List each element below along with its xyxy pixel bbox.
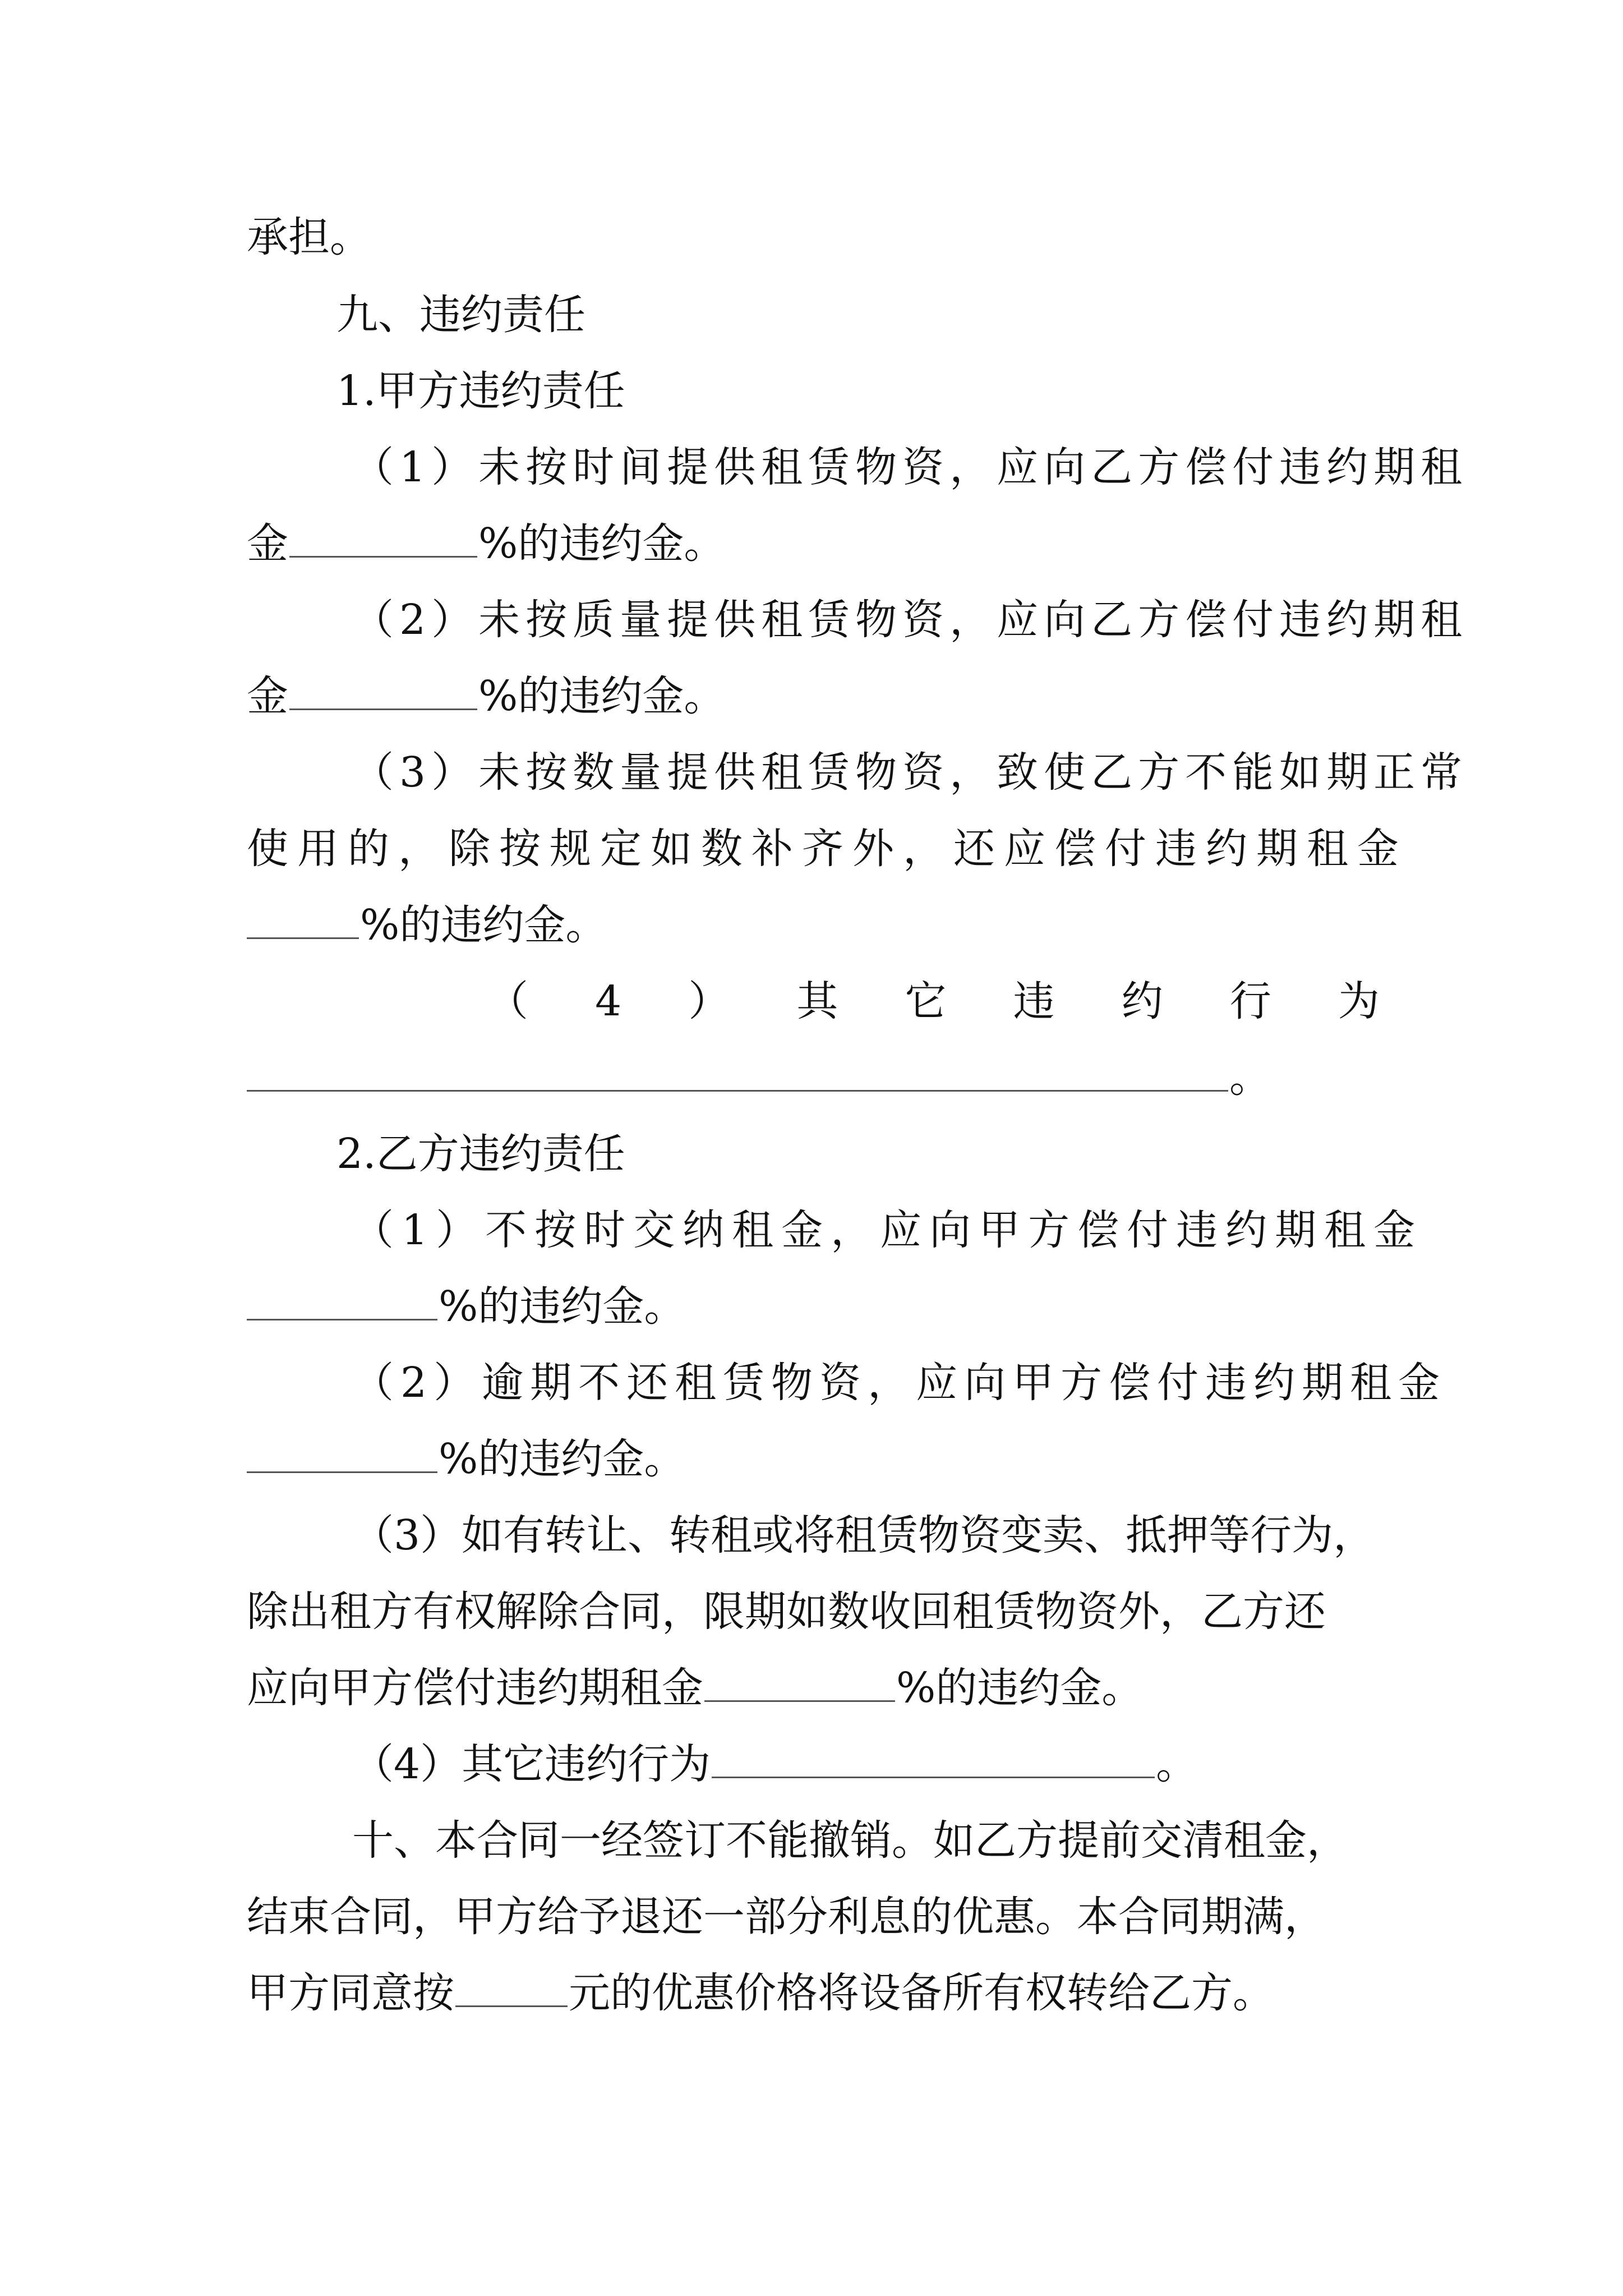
clause-b3-line2 bbox=[247, 1581, 1380, 1642]
char: 其 bbox=[796, 977, 838, 1025]
char: 行 bbox=[1229, 977, 1271, 1025]
text: 除出租方有权解除合同，限期如数收回租赁物资外，乙方还 bbox=[247, 1588, 1326, 1636]
section-heading-breach-liability bbox=[336, 284, 1380, 346]
fill-in-blank[interactable] bbox=[712, 1737, 1155, 1778]
section-ten-line1 bbox=[352, 1810, 1380, 1871]
text: %的违约金。 bbox=[439, 1435, 686, 1483]
clause-b2-line1 bbox=[352, 1352, 1447, 1414]
text: （2）逾期不还租赁物资，应向甲方偿付违约期租金 bbox=[352, 1359, 1447, 1407]
text-line-continuation bbox=[247, 206, 1380, 268]
fill-in-blank[interactable] bbox=[455, 1966, 568, 2007]
text: 使用的，除按规定如数补齐外，还应偿付违约期租金 bbox=[247, 825, 1408, 873]
fill-in-blank[interactable] bbox=[704, 1661, 895, 1702]
clause-b3-line3 bbox=[247, 1657, 1380, 1719]
char: ） bbox=[688, 977, 730, 1025]
spaced-text bbox=[487, 970, 1380, 1032]
text: （1）未按时间提供租赁物资，应向乙方偿付违约期租 bbox=[352, 443, 1468, 491]
subheading-text: 1.甲方违约责任 bbox=[336, 367, 625, 415]
clause-b3-line1 bbox=[352, 1504, 1380, 1566]
char: （ bbox=[487, 977, 528, 1025]
clause-a3-line3 bbox=[247, 894, 1380, 956]
fill-in-blank[interactable] bbox=[247, 1051, 1228, 1092]
subheading-party-a-liability bbox=[336, 360, 1380, 422]
clause-a3-line2 bbox=[247, 818, 1408, 880]
fill-in-blank[interactable] bbox=[289, 669, 477, 710]
text: %的违约金。 bbox=[896, 1664, 1144, 1712]
fill-in-blank[interactable] bbox=[289, 517, 477, 558]
clause-b4-line1 bbox=[352, 1733, 1380, 1795]
text: 承担。 bbox=[247, 213, 371, 261]
clause-b2-line2 bbox=[247, 1428, 1380, 1490]
clause-a3-line1 bbox=[352, 742, 1468, 803]
clause-a4-line1 bbox=[487, 970, 1380, 1032]
fill-in-blank[interactable] bbox=[247, 1432, 437, 1473]
text: 甲方同意按 bbox=[247, 1969, 454, 2017]
text: %的违约金。 bbox=[439, 1282, 686, 1331]
heading-text: 九、违约责任 bbox=[336, 291, 585, 339]
char: 4 bbox=[595, 977, 622, 1025]
text: 十、本合同一经签订不能撤销。如乙方提前交清租金， bbox=[352, 1816, 1348, 1865]
text: （4）其它违约行为 bbox=[352, 1740, 711, 1788]
clause-a4-line2 bbox=[247, 1047, 1380, 1108]
char: 约 bbox=[1121, 977, 1163, 1025]
char: 为 bbox=[1338, 977, 1380, 1025]
text: %的违约金。 bbox=[478, 519, 726, 568]
fill-in-blank[interactable] bbox=[247, 1280, 437, 1320]
text: 。 bbox=[1156, 1740, 1198, 1788]
text: 应向甲方偿付违约期租金 bbox=[247, 1664, 703, 1712]
section-ten-line3 bbox=[247, 1962, 1380, 2024]
text: （3）未按数量提供租赁物资，致使乙方不能如期正常 bbox=[352, 748, 1468, 797]
text: %的违约金。 bbox=[478, 672, 726, 720]
char: 它 bbox=[905, 977, 947, 1025]
clause-a2-line2 bbox=[247, 665, 1380, 727]
text: （1）不按时交纳租金，应向甲方偿付违约期租金 bbox=[352, 1206, 1423, 1254]
clause-a1-line1 bbox=[352, 436, 1468, 498]
char: 违 bbox=[1013, 977, 1055, 1025]
section-ten-line2 bbox=[247, 1886, 1380, 1948]
clause-a2-line1 bbox=[352, 589, 1468, 651]
text: 元的优惠价格将设备所有权转给乙方。 bbox=[569, 1969, 1274, 2017]
text: 金 bbox=[247, 519, 288, 568]
subheading-party-b-liability bbox=[336, 1123, 1380, 1185]
clause-a1-line2 bbox=[247, 513, 1380, 574]
text: 结束合同，甲方给予退还一部分利息的优惠。本合同期满， bbox=[247, 1893, 1326, 1941]
subheading-text: 2.乙方违约责任 bbox=[336, 1130, 625, 1178]
clause-b1-line2 bbox=[247, 1276, 1380, 1337]
clause-b1-line1 bbox=[352, 1199, 1423, 1261]
text: （2）未按质量提供租赁物资，应向乙方偿付违约期租 bbox=[352, 596, 1468, 644]
text: （3）如有转让、转租或将租赁物资变卖、抵押等行为， bbox=[352, 1511, 1375, 1559]
text: 金 bbox=[247, 672, 288, 720]
fill-in-blank[interactable] bbox=[247, 898, 359, 939]
text: %的违约金。 bbox=[360, 901, 607, 949]
text: 。 bbox=[1229, 1053, 1271, 1102]
